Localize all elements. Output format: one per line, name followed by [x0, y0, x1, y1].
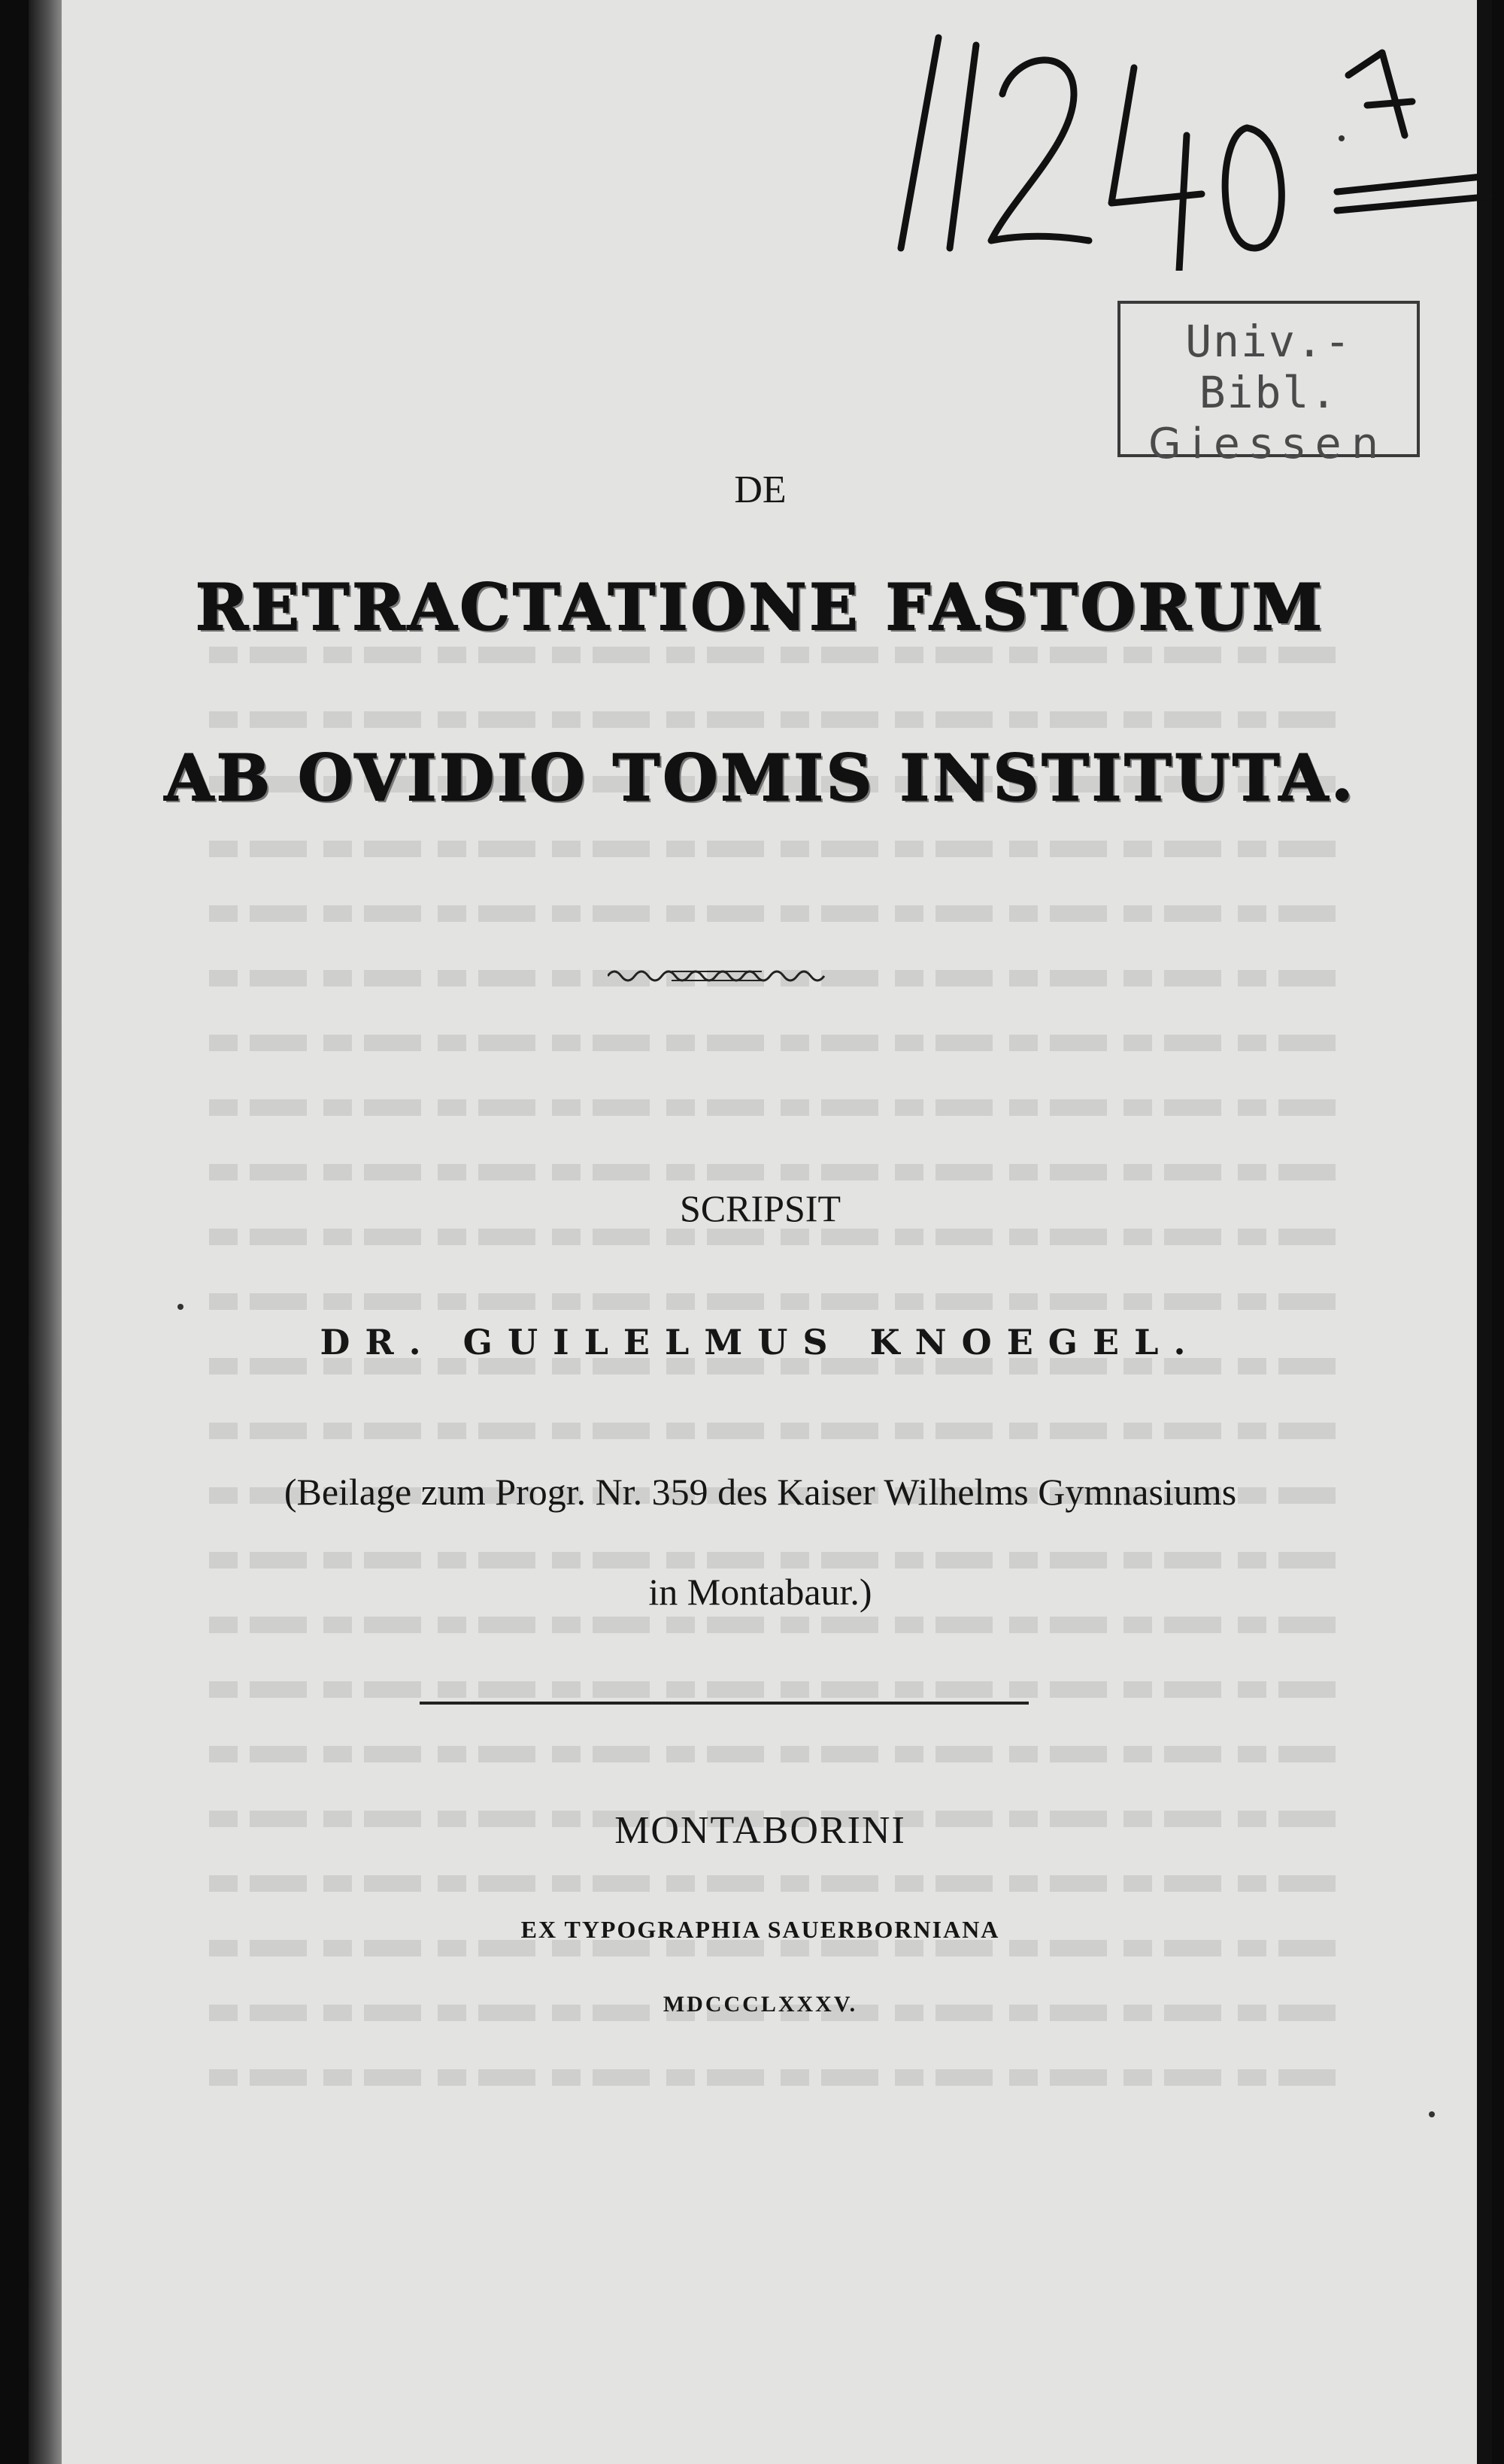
program-note-line-1: (Beilage zum Progr. Nr. 359 des Kaiser Wilhelms Gymnasiums: [284, 1471, 1237, 1513]
library-stamp: [1117, 301, 1420, 468]
show-through-text: [209, 624, 1352, 2128]
title-preposition: DE: [734, 468, 787, 511]
handwritten-shelfmark: [886, 23, 1492, 271]
author-name: DR. GUILELMUS KNOEGEL.: [320, 1322, 1201, 1362]
stamp-line-city: Giessen: [1148, 420, 1389, 468]
paper-speck: [1339, 135, 1345, 141]
divider-rule: [420, 1702, 1029, 1705]
scripsit-label: SCRIPSIT: [680, 1187, 841, 1229]
imprint-printer: EX TYPOGRAPHIA SAUERBORNIANA: [520, 1916, 1000, 1943]
program-note-line-2: in Montabaur.): [648, 1571, 872, 1613]
title-page: [29, 0, 1492, 2464]
stamp-line-library: Univ.-Bibl.: [1185, 316, 1352, 418]
imprint-year: MDCCCLXXXV.: [663, 1992, 858, 2017]
binding-spine: [29, 0, 62, 2464]
imprint-city: MONTABORINI: [614, 1809, 906, 1852]
title-line-2: AB OVIDIO TOMIS INSTITUTA.: [164, 741, 1357, 815]
paper-speck: [1429, 2111, 1435, 2117]
title-line-1: RETRACTATIONE FASTORUM: [196, 570, 1325, 644]
page-edge: [1477, 0, 1492, 2464]
ornamental-rule: [608, 961, 826, 991]
paper-speck: [177, 1304, 183, 1310]
